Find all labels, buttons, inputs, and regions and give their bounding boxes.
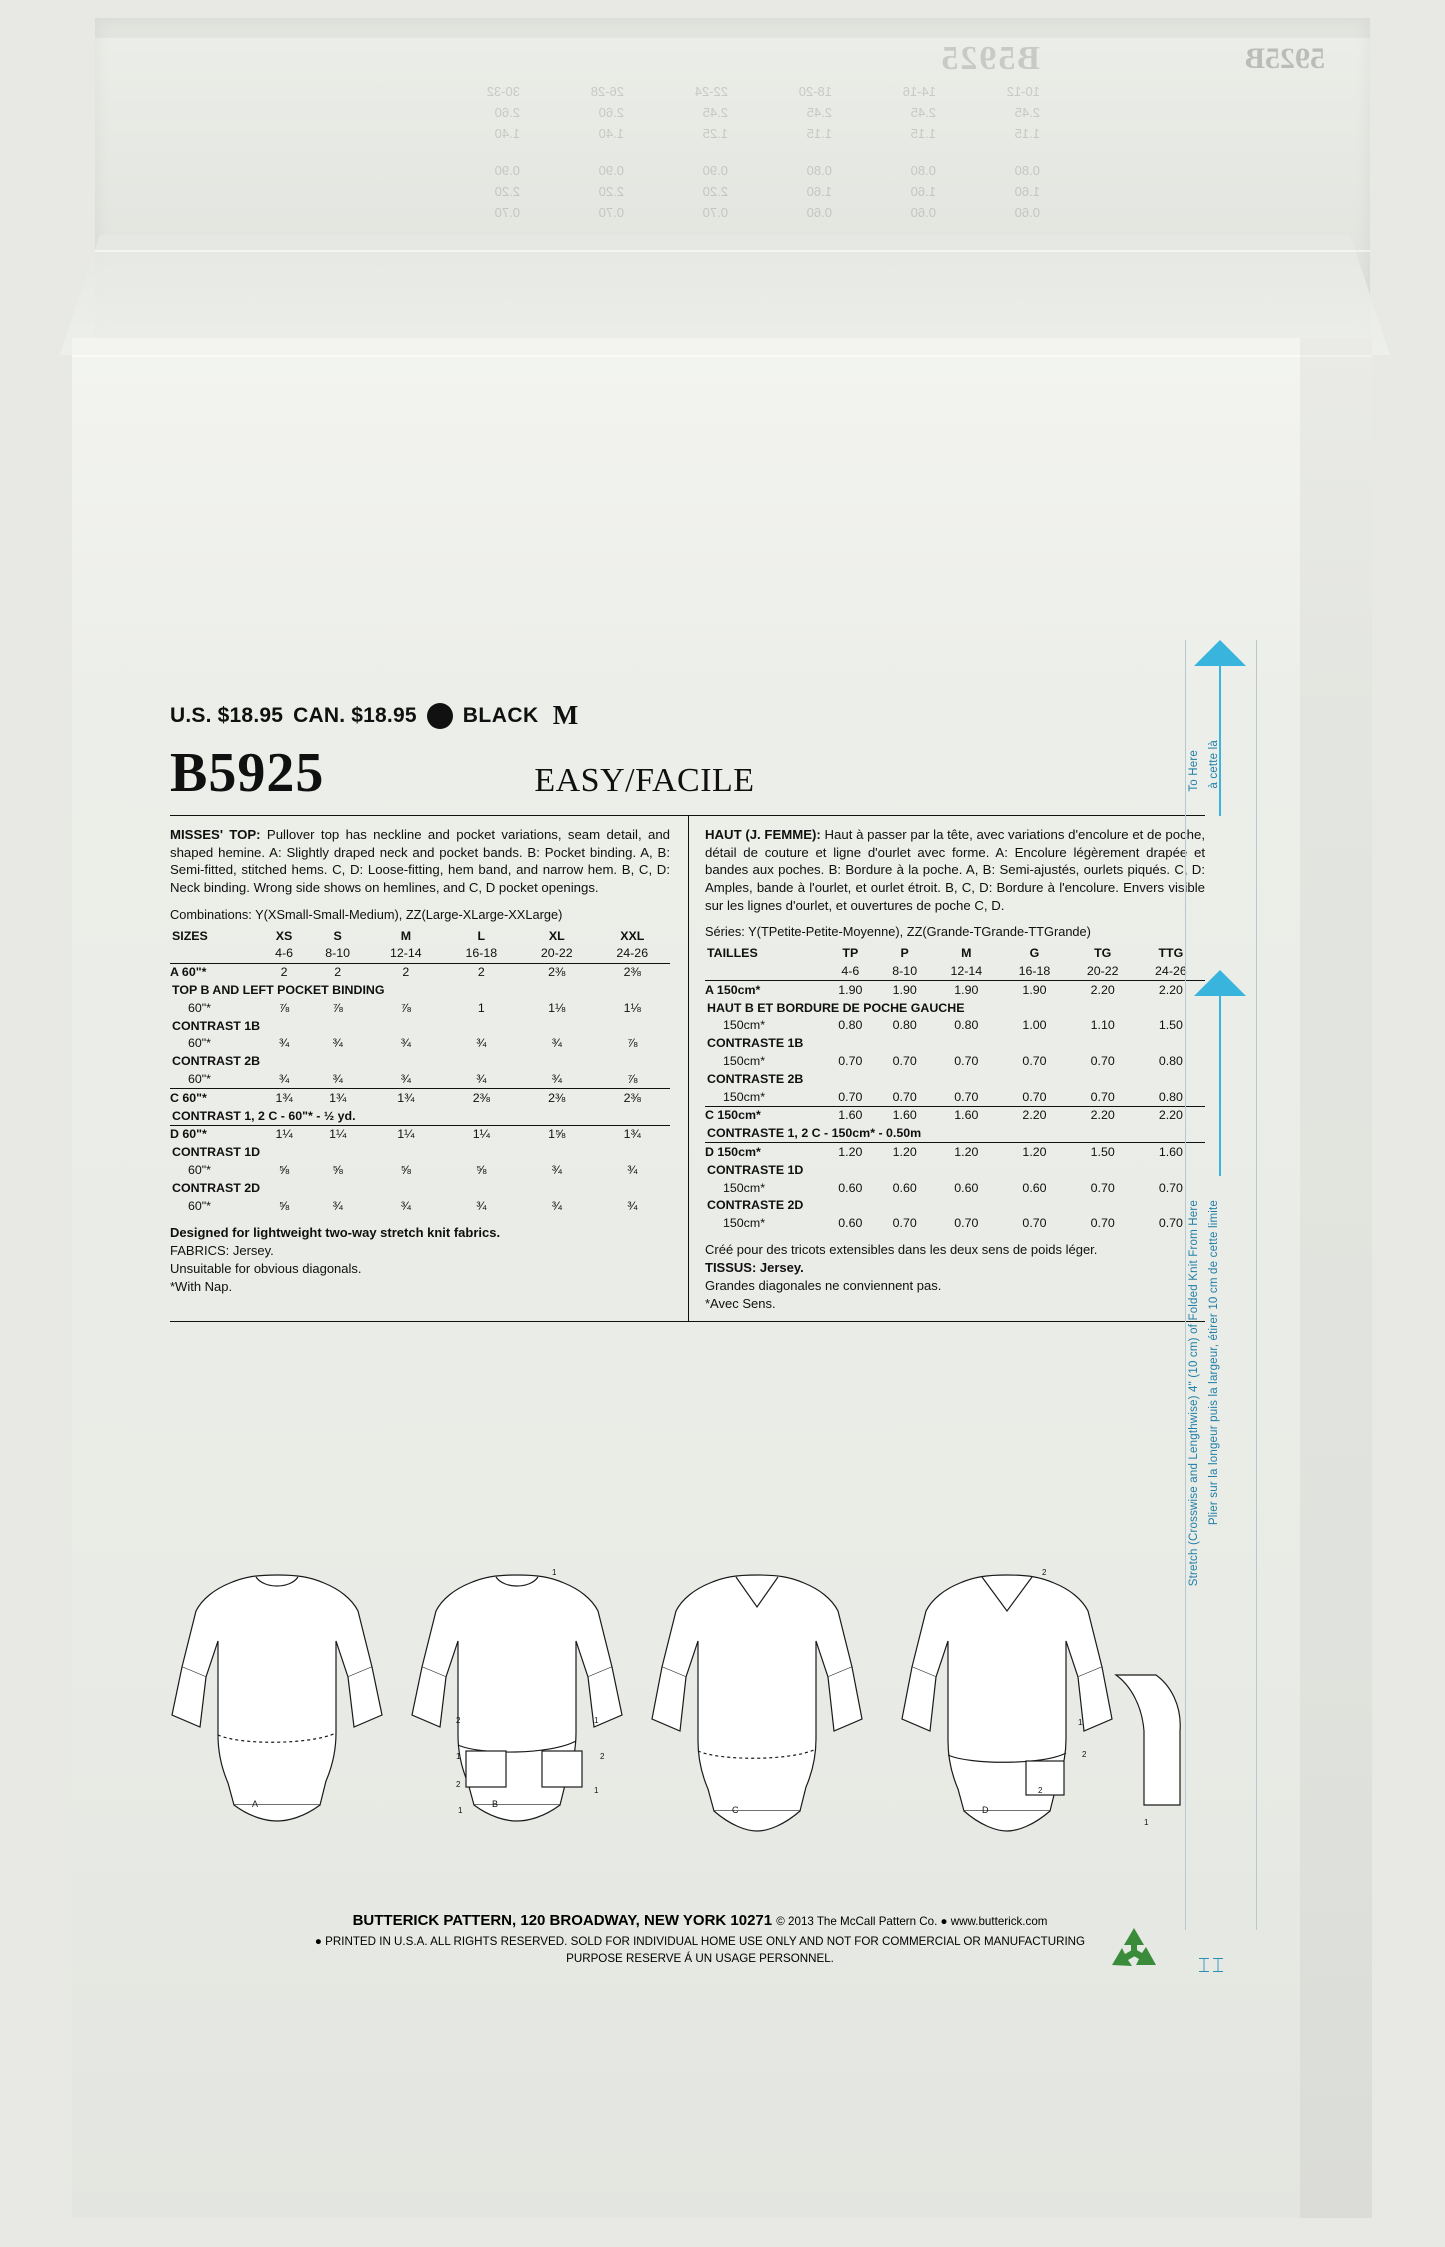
yardage-cell: 0.60: [838, 1216, 863, 1231]
yardage-cell: 1¼: [307, 1125, 368, 1143]
svg-text:2: 2: [600, 1752, 605, 1761]
yardage-cell: 1.90: [932, 981, 1000, 999]
yardage-cell: 0.60: [954, 1180, 979, 1195]
yardage-cell: 2⅜: [594, 1089, 670, 1107]
table-row: [170, 1125, 670, 1143]
table-row: [705, 1017, 1205, 1035]
yardage-cell: 0.70: [892, 1054, 917, 1069]
yardage-cell: 1.60: [877, 1106, 932, 1124]
yardage-cell: ⅝: [278, 1198, 290, 1213]
table-row: [705, 981, 1205, 999]
table-row: [705, 1179, 1205, 1197]
english-column: [170, 816, 689, 1321]
yardage-size-number: 4-6: [275, 946, 294, 961]
table-row: [170, 1035, 670, 1053]
yardage-cell: ¾: [278, 1036, 290, 1051]
footer: [170, 1910, 1230, 1967]
yardage-section-label: CONTRASTE 2D: [707, 1198, 804, 1213]
yardage-cell: 2.20: [1137, 981, 1205, 999]
table-row: [705, 1197, 1205, 1215]
footer-line3: PURPOSE RESERVE Á UN USAGE PERSONNEL.: [566, 1951, 834, 1965]
fold-strip-text-en-bottom: Stretch (Crosswise and Lengthwise) 4" (10 cm) of Folded Knit From Here: [1188, 1200, 1200, 1587]
illustration-view-a: [172, 1575, 382, 1821]
yardage-size-col: TG: [1094, 946, 1112, 961]
combinations-en: Combinations: Y(XSmall-Small-Medium), ZZ(Large-XLarge-XXLarge): [170, 906, 563, 922]
yardage-cell: ¾: [551, 1198, 562, 1213]
yardage-size-col: M: [400, 928, 412, 943]
yardage-size-number: 8-10: [892, 964, 918, 979]
yardage-cell: 1.50: [1158, 1018, 1183, 1033]
yardage-cell: 2⅜: [594, 963, 670, 981]
yardage-cell: 2.20: [1069, 1106, 1137, 1124]
yardage-section-label: CONTRAST 1, 2 C - 60"* - ½ yd.: [172, 1108, 356, 1123]
arrow-up-icon-top: [1194, 640, 1246, 666]
yardage-section-label: CONTRASTE 1B: [707, 1036, 804, 1051]
yardage-cell: 0.70: [892, 1089, 917, 1104]
yardage-cell: 1.60: [1137, 1143, 1205, 1161]
price-row: [170, 700, 1230, 731]
footer-address: [170, 1910, 1230, 1933]
yardage-section-label: CONTRAST 2D: [172, 1180, 261, 1195]
yardage-cell: 2.20: [1000, 1106, 1068, 1124]
yardage-cell: ¾: [627, 1162, 638, 1177]
fabrics-fr-line4: *Avec Sens.: [705, 1296, 776, 1312]
yardage-cell: 0.70: [1090, 1054, 1115, 1069]
french-desc-text: Haut à passer par la tête, avec variations d'encolure et de poche, détail de couture et ligne d'ourlet avec forme. A: Encolure légèrement drapée et bandes aux poches. B: Bordure à la poche. A, B: Semi-ajustés, ourlets piqués. C, D: Amples, bande à l'ourlet, et ourlet étroit. B, C, D: Bordure à l'encolure. Envers visible sur les lignes d'ourlet, et ouvertures de poche C, D.: [705, 827, 1205, 913]
yardage-size-col: XL: [548, 928, 565, 943]
yardage-cell: 0.70: [954, 1054, 979, 1069]
table-row: [705, 1035, 1205, 1053]
table-row: [705, 1125, 1205, 1143]
yardage-size-number: 20-22: [540, 946, 573, 961]
table-row: [170, 1107, 670, 1125]
yardage-cell: 1.00: [1022, 1018, 1047, 1033]
yardage-size-number: 8-10: [325, 946, 351, 961]
yardage-size-number: 12-14: [950, 964, 983, 979]
yardage-cell: 1.10: [1090, 1018, 1115, 1033]
yardage-size-numbers-row: [170, 945, 670, 963]
illustration-view-b: [412, 1568, 622, 1821]
yardage-cell: 1¼: [261, 1125, 307, 1143]
yardage-cell: 1.90: [877, 981, 932, 999]
yardage-cell: 0.80: [838, 1018, 863, 1033]
yardage-size-col: XXL: [620, 928, 645, 943]
yardage-row-label: C 60"*: [170, 1089, 261, 1107]
yardage-cell: ⅝: [476, 1162, 487, 1177]
pattern-info-block: [170, 700, 1230, 1322]
yardage-cell: ¾: [551, 1036, 562, 1051]
yardage-cell: 2⅜: [519, 1089, 594, 1107]
yardage-cell: 1¾: [261, 1089, 307, 1107]
table-row: [705, 1215, 1205, 1233]
yardage-cell: 0.70: [1090, 1089, 1115, 1104]
yardage-row-label: 60"*: [188, 1000, 212, 1015]
yardage-section-label: HAUT B ET BORDURE DE POCHE GAUCHE: [707, 1000, 965, 1015]
table-row: [170, 999, 670, 1017]
envelope-flap: [60, 235, 1390, 355]
svg-text:2: 2: [456, 1716, 461, 1725]
yardage-row-label: 150cm*: [723, 1216, 766, 1231]
yardage-size-number: 20-22: [1086, 964, 1119, 979]
yardage-cell: 1.20: [823, 1143, 877, 1161]
yardage-row-label: 150cm*: [723, 1089, 766, 1104]
yardage-cell: ⅝: [400, 1162, 412, 1177]
yardage-cell: 1¼: [444, 1125, 519, 1143]
yardage-cell: 0.70: [1022, 1054, 1047, 1069]
yardage-cell: 1.60: [932, 1106, 1000, 1124]
table-row: [705, 1161, 1205, 1179]
french-description: [705, 826, 1205, 914]
bleed-through-title: B5925: [939, 40, 1040, 77]
table-row: [170, 1070, 670, 1088]
yardage-section-label: CONTRAST 1B: [172, 1018, 261, 1033]
yardage-row-label: D 150cm*: [705, 1143, 823, 1161]
table-row: [170, 1161, 670, 1179]
yardage-row-label: 60"*: [188, 1071, 212, 1086]
table-row: [705, 999, 1205, 1017]
yardage-cell: ⅝: [278, 1162, 290, 1177]
svg-text:1: 1: [594, 1786, 599, 1795]
yardage-row-label: 60"*: [188, 1036, 212, 1051]
fabrics-en-line4: *With Nap.: [170, 1278, 233, 1294]
fabrics-en-line2: FABRICS: Jersey.: [170, 1242, 274, 1258]
yardage-row-label: 150cm*: [723, 1054, 766, 1069]
yardage-cell: ¾: [332, 1198, 343, 1213]
yardage-cell: ⅝: [332, 1162, 343, 1177]
table-row: [170, 1144, 670, 1162]
french-column: [689, 816, 1205, 1321]
arrow-line-bottom: [1219, 996, 1221, 1176]
yardage-cell: ¾: [400, 1071, 412, 1086]
yardage-cell: 2⅜: [519, 963, 594, 981]
table-row: [705, 1070, 1205, 1088]
yardage-cell: ¾: [332, 1071, 343, 1086]
yardage-header-row: [705, 945, 1205, 963]
yardage-size-number: 12-14: [390, 946, 422, 961]
yardage-size-col: P: [900, 946, 909, 961]
yardage-cell: 0.70: [954, 1216, 979, 1231]
yardage-section-label: CONTRASTE 2B: [707, 1071, 804, 1086]
svg-text:2: 2: [1042, 1568, 1047, 1577]
fold-hatch-marks: ⌶⌶: [1198, 1955, 1226, 1977]
yardage-cell: 1¾: [594, 1125, 670, 1143]
color-dot-icon: [427, 703, 453, 729]
table-row: [170, 1089, 670, 1107]
fabrics-en-line3: Unsuitable for obvious diagonals.: [170, 1260, 362, 1276]
price-can: CAN. $18.95: [293, 703, 417, 727]
yardage-cell: 2.20: [1069, 981, 1137, 999]
yardage-cell: 1⅛: [623, 1000, 641, 1015]
fabrics-en: [170, 1215, 670, 1296]
fold-strip-text-en-top: To Here: [1188, 750, 1200, 792]
garment-illustrations: [170, 1555, 1205, 1845]
paper-shade-right: [1300, 338, 1372, 2218]
yardage-row-label: C 150cm*: [705, 1106, 823, 1124]
fold-instruction-strip: [1185, 640, 1257, 1930]
yardage-row-label: A 150cm*: [705, 981, 823, 999]
yardage-cell: ¾: [551, 1071, 562, 1086]
table-row: [705, 1052, 1205, 1070]
yardage-cell: 0.70: [1090, 1180, 1115, 1195]
yardage-cell: 1: [477, 1000, 485, 1015]
yardage-cell: ⅞: [627, 1071, 638, 1086]
description-table: [170, 815, 1205, 1322]
yardage-header-label: SIZES: [172, 928, 208, 943]
yardage-cell: 0.80: [1158, 1054, 1183, 1069]
table-row: [170, 981, 670, 999]
yardage-cell: 1⅝: [519, 1125, 594, 1143]
yardage-section-label: CONTRASTE 1D: [707, 1162, 804, 1177]
fabrics-fr-line3: Grandes diagonales ne conviennent pas.: [705, 1278, 942, 1294]
english-desc-text: Pullover top has neckline and pocket variations, seam detail, and shaped hemine. A: Slightly draped neck and pocket bands. B: Pocket binding. A, B: Semi-fitted, stitched hems. C, D: Loose-fitting, hem band, and narrow hem. B, C, D: Neck binding. Wrong side shows on hemlines, and C, D pocket openings.: [170, 827, 670, 896]
recycle-icon: [1108, 1925, 1160, 1973]
yardage-size-col: TP: [842, 946, 859, 961]
svg-text:A: A: [252, 1799, 259, 1809]
yardage-cell: 1¼: [368, 1125, 443, 1143]
svg-text:1: 1: [594, 1716, 599, 1725]
fabrics-fr-line2: TISSUS: Jersey.: [705, 1260, 804, 1276]
yardage-cell: 2: [307, 963, 368, 981]
difficulty-label: EASY/FACILE: [534, 762, 755, 799]
yardage-table-fr: [705, 945, 1205, 1233]
yardage-row-label: A 60"*: [170, 963, 261, 981]
yardage-cell: ¾: [332, 1036, 343, 1051]
yardage-size-col: XS: [275, 928, 293, 943]
svg-text:B: B: [492, 1799, 499, 1809]
yardage-size-number: 16-18: [465, 946, 498, 961]
size-code: M: [552, 700, 579, 730]
svg-text:1: 1: [456, 1752, 461, 1761]
footer-line2: ● PRINTED IN U.S.A. ALL RIGHTS RESERVED. SOLD FOR INDIVIDUAL HOME USE ONLY AND NOT FOR COMMERCIAL OR MANUFACTURING: [314, 1934, 1086, 1948]
yardage-cell: 0.70: [954, 1089, 979, 1104]
table-row: [170, 963, 670, 981]
yardage-cell: 2⅜: [444, 1089, 519, 1107]
title-row: [170, 741, 1230, 805]
fold-strip-text-fr-bottom: Plier sur la longeur puis la largeur, étirer 10 cm de cette limite: [1208, 1200, 1220, 1526]
table-row: [170, 1197, 670, 1215]
yardage-size-col: L: [477, 928, 486, 943]
yardage-size-col: S: [333, 928, 342, 943]
yardage-cell: ⅞: [278, 1000, 290, 1015]
table-row: [170, 1017, 670, 1035]
yardage-size-col: G: [1029, 946, 1040, 961]
yardage-row-label: 150cm*: [723, 1018, 766, 1033]
footer-copyright: © 2013 The McCall Pattern Co. ● www.butterick.com: [776, 1915, 1048, 1928]
svg-text:1: 1: [552, 1568, 557, 1577]
yardage-cell: 1¾: [307, 1089, 368, 1107]
yardage-cell: 0.80: [892, 1018, 917, 1033]
pattern-number: B5925: [170, 742, 325, 804]
footer-line1: BUTTERICK PATTERN, 120 BROADWAY, NEW YORK 10271: [352, 1912, 773, 1929]
yardage-cell: 1.20: [932, 1143, 1000, 1161]
yardage-cell: ¾: [476, 1036, 487, 1051]
yardage-cell: 0.70: [838, 1089, 863, 1104]
fabrics-fr-line1: Créé pour des tricots extensibles dans les deux sens de poids léger.: [705, 1242, 1098, 1258]
svg-text:1: 1: [1144, 1818, 1149, 1827]
fabrics-en-line1: Designed for lightweight two-way stretch knit fabrics.: [170, 1224, 501, 1240]
yardage-cell: 1.50: [1069, 1143, 1137, 1161]
yardage-cell: 1.20: [1000, 1143, 1068, 1161]
yardage-size-number: 24-26: [616, 946, 649, 961]
illustration-view-d: [902, 1568, 1180, 1831]
french-desc-title: HAUT (J. FEMME):: [705, 827, 821, 842]
svg-text:C: C: [732, 1805, 739, 1815]
table-row: [705, 1106, 1205, 1124]
yardage-cell: 1.90: [1000, 981, 1068, 999]
yardage-size-number: 4-6: [841, 964, 860, 979]
yardage-cell: ¾: [551, 1162, 562, 1177]
yardage-cell: 0.70: [892, 1216, 917, 1231]
yardage-row-label: D 60"*: [170, 1125, 261, 1143]
yardage-cell: ¾: [476, 1198, 487, 1213]
yardage-cell: 1.20: [877, 1143, 932, 1161]
yardage-cell: 0.60: [838, 1180, 863, 1195]
english-description: [170, 826, 670, 897]
yardage-cell: 0.70: [1090, 1216, 1115, 1231]
yardage-header-row: [170, 927, 670, 945]
svg-text:2: 2: [456, 1780, 461, 1789]
yardage-cell: ⅞: [400, 1000, 412, 1015]
price-us: U.S. $18.95: [170, 703, 284, 727]
fabrics-fr: [705, 1232, 1205, 1313]
yardage-cell: ⅞: [627, 1036, 638, 1051]
yardage-section-label: TOP B AND LEFT POCKET BINDING: [172, 983, 385, 997]
yardage-cell: 2: [261, 963, 307, 981]
yardage-cell: ¾: [400, 1036, 412, 1051]
svg-text:1: 1: [1078, 1718, 1083, 1727]
yardage-cell: ⅞: [332, 1000, 343, 1015]
yardage-cell: 2: [444, 963, 519, 981]
yardage-size-number: 24-26: [1155, 964, 1187, 979]
illustration-view-c: [652, 1575, 862, 1831]
yardage-cell: 1¾: [368, 1089, 443, 1107]
combinations-fr: Séries: Y(TPetite-Petite-Moyenne), ZZ(Grande-TGrande-TTGrande): [705, 924, 1091, 940]
yardage-size-col: TTG: [1158, 946, 1184, 961]
yardage-cell: 0.70: [838, 1054, 863, 1069]
yardage-row-label: 60"*: [188, 1162, 212, 1177]
svg-text:2: 2: [1038, 1786, 1043, 1795]
yardage-cell: 1.60: [823, 1106, 877, 1124]
yardage-section-label: CONTRAST 1D: [172, 1145, 261, 1160]
yardage-cell: 0.70: [1158, 1216, 1183, 1231]
yardage-cell: ¾: [476, 1071, 487, 1086]
yardage-cell: 0.60: [1022, 1180, 1047, 1195]
table-row: [705, 1088, 1205, 1106]
bleed-through-right: 5925B: [1244, 42, 1325, 75]
yardage-cell: 2.20: [1137, 1106, 1205, 1124]
yardage-section-label: CONTRAST 2B: [172, 1054, 261, 1069]
crease-line-2: [95, 250, 1370, 252]
yardage-header-label: TAILLES: [707, 946, 758, 961]
color-label: BLACK: [462, 703, 539, 727]
yardage-cell: ¾: [627, 1198, 638, 1213]
arrow-up-icon-bottom: [1194, 970, 1246, 996]
table-row: [170, 1053, 670, 1071]
svg-text:2: 2: [1082, 1750, 1087, 1759]
yardage-cell: ¾: [278, 1071, 290, 1086]
yardage-row-label: 150cm*: [723, 1180, 766, 1195]
yardage-cell: 0.70: [1158, 1180, 1183, 1195]
yardage-size-col: M: [961, 946, 972, 961]
yardage-size-number: 16-18: [1018, 964, 1051, 979]
yardage-cell: 0.70: [1022, 1216, 1047, 1231]
yardage-cell: 1.90: [823, 981, 877, 999]
yardage-cell: 1⅛: [548, 1000, 566, 1015]
yardage-cell: 0.60: [892, 1180, 917, 1195]
svg-text:D: D: [982, 1805, 989, 1815]
yardage-cell: 2: [368, 963, 443, 981]
yardage-cell: ¾: [400, 1198, 412, 1213]
yardage-section-label: CONTRASTE 1, 2 C - 150cm* - 0.50m: [707, 1126, 922, 1141]
table-row: [170, 1179, 670, 1197]
yardage-cell: 0.70: [1022, 1089, 1047, 1104]
svg-text:1: 1: [458, 1806, 463, 1815]
fold-strip-text-fr-top: à cette là: [1208, 740, 1220, 789]
yardage-row-label: 60"*: [188, 1198, 212, 1213]
crease-line: [72, 355, 1372, 357]
yardage-cell: 0.80: [1158, 1089, 1183, 1104]
table-row: [705, 1143, 1205, 1161]
paper-shade: [95, 18, 1370, 38]
yardage-cell: 0.80: [954, 1018, 979, 1033]
bleed-through-text: B5925 10-12 14-16 18-20 22-24 26-28 30-32 2.45 2.45 2.45 2.45 2.60 2.60 1.15 1.15 1.15 1.25 1.40 1.40 0.80 0.80 0.80 0.90 0.90 0.90 1.60 1.60 1.60 2.20 2.20 2.20 0.60 0.60 0.60 0.70 0.70 0.70: [240, 40, 1040, 230]
yardage-table-en: [170, 927, 670, 1215]
english-desc-title: MISSES' TOP:: [170, 827, 261, 842]
yardage-size-numbers-row: [705, 963, 1205, 981]
